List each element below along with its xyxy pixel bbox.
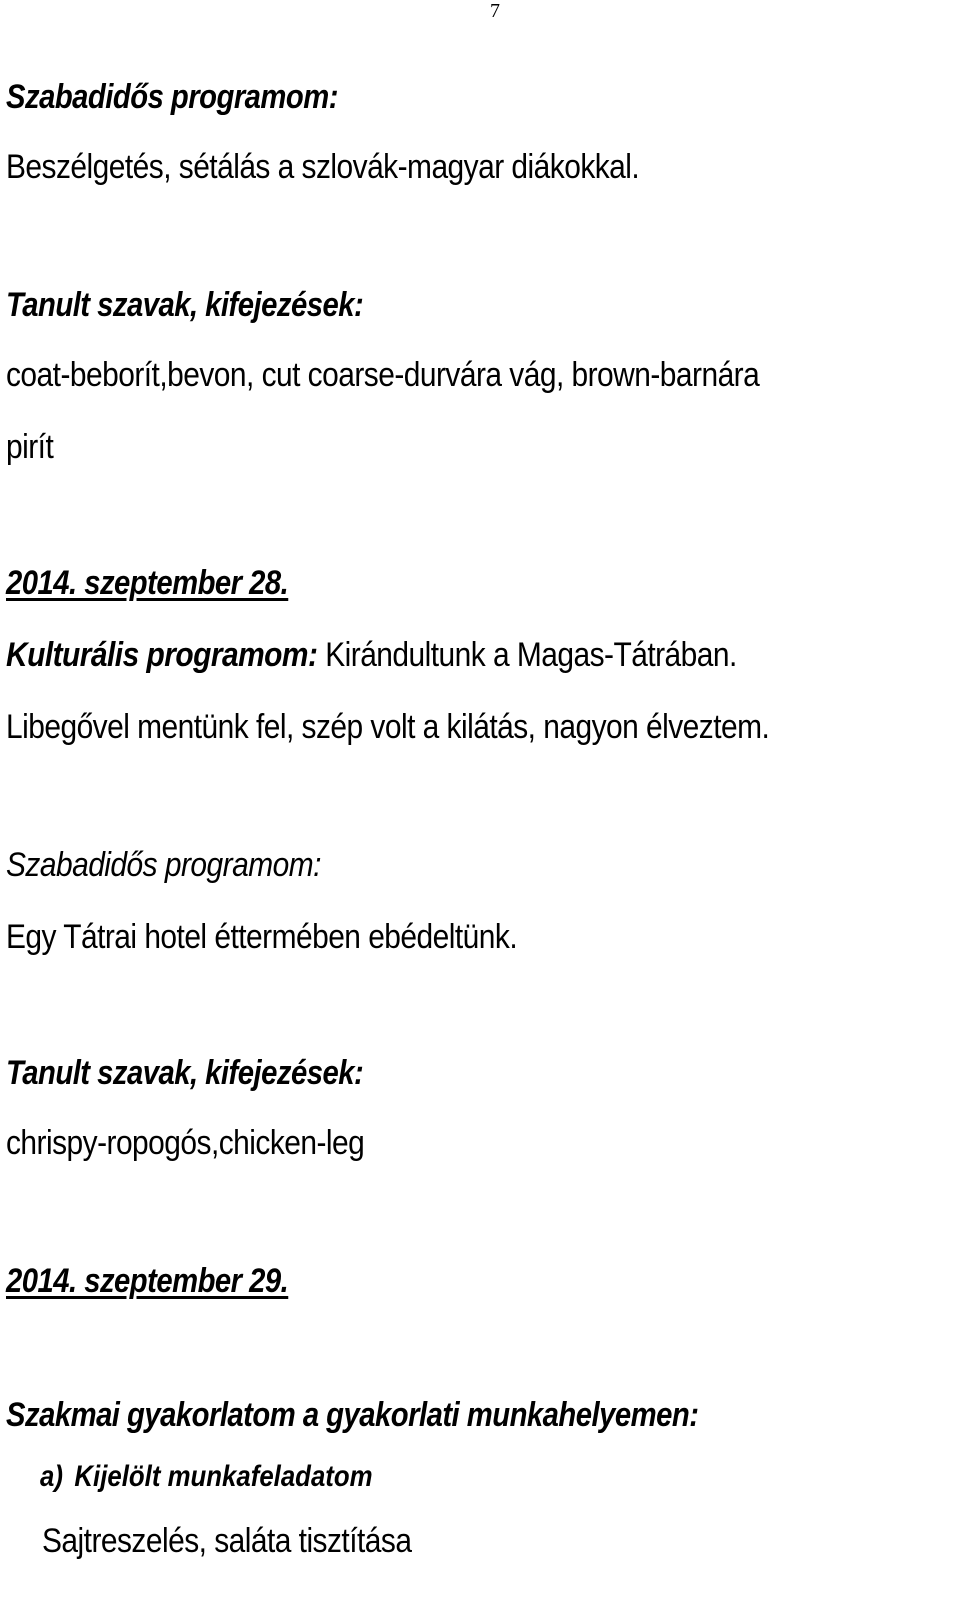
cultural-program-line [6, 636, 737, 675]
page-number: 7 [490, 0, 500, 22]
list-marker: a) [40, 1460, 63, 1493]
cultural-program-label: Kulturális programom: [6, 636, 318, 674]
learned-words-heading-1: Tanult szavak, kifejezések: [6, 286, 364, 324]
learned-words-text-1a: coat-beborít,bevon, cut coarse-durvára vág, brown-barnára [6, 356, 760, 394]
date-heading-1: 2014. szeptember 28. [6, 564, 289, 602]
list-item-label: Kijelölt munkafeladatom [74, 1460, 373, 1493]
free-time-heading-2: Szabadidős programom: [6, 846, 321, 884]
free-time-text-1: Beszélgetés, sétálás a szlovák-magyar diákokkal. [6, 148, 640, 186]
date-heading-2: 2014. szeptember 29. [6, 1262, 289, 1300]
learned-words-text-1b: pirít [6, 428, 54, 466]
task-description: Sajtreszelés, saláta tisztítása [42, 1522, 412, 1560]
practice-heading: Szakmai gyakorlatom a gyakorlati munkahelyemen: [6, 1396, 699, 1434]
cultural-program-text-2: Libegővel mentünk fel, szép volt a kilátás, nagyon élveztem. [6, 708, 770, 746]
free-time-text-2: Egy Tátrai hotel éttermében ebédeltünk. [6, 918, 518, 956]
learned-words-heading-2: Tanult szavak, kifejezések: [6, 1054, 364, 1092]
free-time-heading-1: Szabadidős programom: [6, 78, 338, 116]
cultural-program-text: Kirándultunk a Magas-Tátrában. [317, 636, 737, 674]
task-list-item [40, 1460, 373, 1494]
learned-words-text-2: chrispy-ropogós,chicken-leg [6, 1124, 365, 1162]
